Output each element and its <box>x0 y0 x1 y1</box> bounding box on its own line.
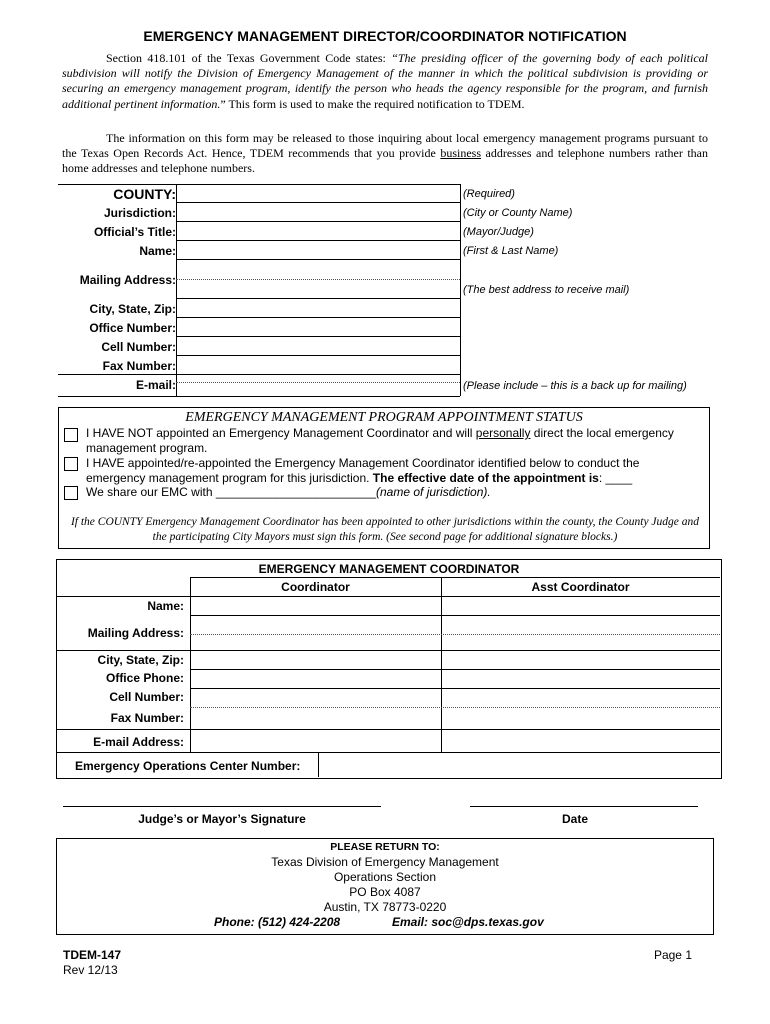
intro-quote: “The presiding officer of the governing body of each political subdivision will notify the Division of Emergency Management of the manner in which the political subdivision is providing or securing an emergency management program, identify the person who heads the agency responsible for the program, and furnish additional pertinent information. <box>62 51 708 111</box>
coordinator-name-field[interactable] <box>192 597 439 614</box>
share-emc-checkbox[interactable] <box>64 486 78 500</box>
eoc-divider <box>318 752 319 777</box>
city-state-zip-field[interactable] <box>176 317 460 318</box>
coord-row-line <box>56 729 720 730</box>
not-appointed-text-b: direct the local emergency management program. <box>86 426 674 455</box>
not-appointed-option <box>86 426 706 456</box>
coord-city-state-zip-label: City, State, Zip: <box>97 653 184 667</box>
coord-fax-number-label: Fax Number: <box>110 711 184 725</box>
appointment-status-heading: EMERGENCY MANAGEMENT PROGRAM APPOINTMENT STATUS <box>185 410 583 425</box>
mailing-address-label: Mailing Address: <box>79 273 176 287</box>
coordinator-label-divider <box>190 577 191 752</box>
effective-date-label: The effective date of the appointment is <box>372 471 599 485</box>
mailing-address-field[interactable] <box>176 279 460 280</box>
coord-mailing-label: Mailing Address: <box>87 626 184 640</box>
page-title: EMERGENCY MANAGEMENT DIRECTOR/COORDINATOR NOTIFICATION <box>143 28 627 44</box>
county-coordinator-note: If the COUNTY Emergency Management Coordinator has been appointed to other jurisdictions within the county, the County Judge and the participating City Mayors must sign this form. (See second page for additional signature blocks.) <box>70 516 700 543</box>
return-section: Operations Section <box>333 870 437 884</box>
office-number-label: Office Number: <box>89 321 176 335</box>
official-name-field[interactable] <box>176 259 460 260</box>
coord-name-label: Name: <box>147 599 184 613</box>
coord-row-line <box>56 650 720 651</box>
form-revision: Rev 12/13 <box>63 963 118 977</box>
cell-number-field[interactable] <box>176 355 460 356</box>
share-emc-jurisdiction-hint: (name of jurisdiction). <box>376 485 491 499</box>
note-city-county: (City or County Name) <box>463 207 573 219</box>
share-emc-text: We share our EMC with ________________________ <box>86 485 376 499</box>
not-appointed-text: I HAVE NOT appointed an Emergency Management Coordinator and will <box>86 426 476 440</box>
coord-mailing-dotted <box>190 634 720 635</box>
return-heading: PLEASE RETURN TO: <box>330 841 440 853</box>
return-email[interactable]: Email: soc@dps.texas.gov <box>392 915 544 929</box>
appointed-text: I HAVE appointed/re-appointed the Emergency Management Coordinator identified below to conduct the emergency management program for this jurisdiction. <box>86 456 640 485</box>
county-label: COUNTY: <box>113 186 176 202</box>
not-appointed-personally: personally <box>475 426 531 440</box>
official-title-label: Official’s Title: <box>93 225 176 239</box>
county-field[interactable] <box>176 202 460 203</box>
coordinator-column-divider <box>441 577 442 752</box>
note-required: (Required) <box>463 188 515 200</box>
coordinator-header-line <box>190 577 720 578</box>
cell-number-label: Cell Number: <box>101 340 176 354</box>
mailing-address-field-2[interactable] <box>176 298 460 299</box>
coord-cell-number-label: Cell Number: <box>109 690 184 704</box>
jurisdiction-field[interactable] <box>176 221 460 222</box>
coordinator-column-header: Coordinator <box>281 580 350 594</box>
intro-lead: Section 418.101 of the Texas Government Code states: <box>106 51 392 65</box>
eoc-number-label: Emergency Operations Center Number: <box>75 759 301 773</box>
coord-email-label: E-mail Address: <box>93 735 184 749</box>
coord-row-line <box>190 688 720 689</box>
official-title-field[interactable] <box>176 240 460 241</box>
return-po-box: PO Box 4087 <box>349 885 421 899</box>
signature-label: Judge’s or Mayor’s Signature <box>138 812 306 826</box>
eoc-number-field[interactable] <box>320 753 719 776</box>
coord-fax-dotted <box>190 707 720 708</box>
fax-number-field[interactable] <box>176 374 460 375</box>
office-number-field[interactable] <box>176 336 460 337</box>
appointed-checkbox[interactable] <box>64 457 78 471</box>
official-table-bottom <box>58 396 460 397</box>
page-number: Page 1 <box>653 948 692 962</box>
signature-line[interactable] <box>63 806 381 807</box>
form-number: TDEM-147 <box>63 948 122 962</box>
coord-row-line <box>190 669 720 670</box>
official-name-label: Name: <box>139 244 176 258</box>
return-phone: Phone: (512) 424-2208 <box>214 915 341 929</box>
coordinator-table-heading: EMERGENCY MANAGEMENT COORDINATOR <box>258 562 520 576</box>
intro-tail: ” This form is used to make the required notification to TDEM. <box>220 96 525 111</box>
official-table-divider <box>176 184 177 396</box>
note-mayor-judge: (Mayor/Judge) <box>463 226 534 238</box>
date-line[interactable] <box>470 806 698 807</box>
effective-date-field[interactable]: : ____ <box>598 471 633 485</box>
return-city: Austin, TX 78773-0220 <box>323 900 447 914</box>
city-state-zip-label: City, State, Zip: <box>89 302 176 316</box>
not-appointed-checkbox[interactable] <box>64 428 78 442</box>
note-first-last-name: (First & Last Name) <box>463 245 559 257</box>
jurisdiction-label: Jurisdiction: <box>103 206 176 220</box>
privacy-paragraph <box>62 131 708 177</box>
note-email-backup: (Please include – this is a back up for mailing) <box>463 380 687 392</box>
privacy-text-b: addresses and telephone numbers rather than home addresses and telephone numbers. <box>62 146 709 176</box>
share-emc-option <box>86 485 686 500</box>
date-label: Date <box>561 812 588 826</box>
fax-number-label: Fax Number: <box>102 359 176 373</box>
coord-row-line <box>190 615 720 616</box>
appointed-option <box>86 456 686 486</box>
official-table-right-divider <box>460 184 461 396</box>
privacy-text-a: The information on this form may be released to those inquiring about local emergency management programs pursuant to the Texas Open Records Act. Hence, TDEM recommends that you provide <box>62 131 708 161</box>
return-org: Texas Division of Emergency Management <box>271 855 499 869</box>
coord-office-phone-label: Office Phone: <box>105 671 184 685</box>
note-best-address: (The best address to receive mail) <box>463 284 630 296</box>
email-field[interactable] <box>176 382 460 383</box>
asst-coordinator-column-header: Asst Coordinator <box>531 580 630 594</box>
email-label: E-mail: <box>135 378 176 392</box>
email-row-line <box>58 374 176 375</box>
privacy-business: business <box>440 146 481 161</box>
asst-coordinator-name-field[interactable] <box>443 597 719 614</box>
intro-paragraph <box>62 51 708 112</box>
